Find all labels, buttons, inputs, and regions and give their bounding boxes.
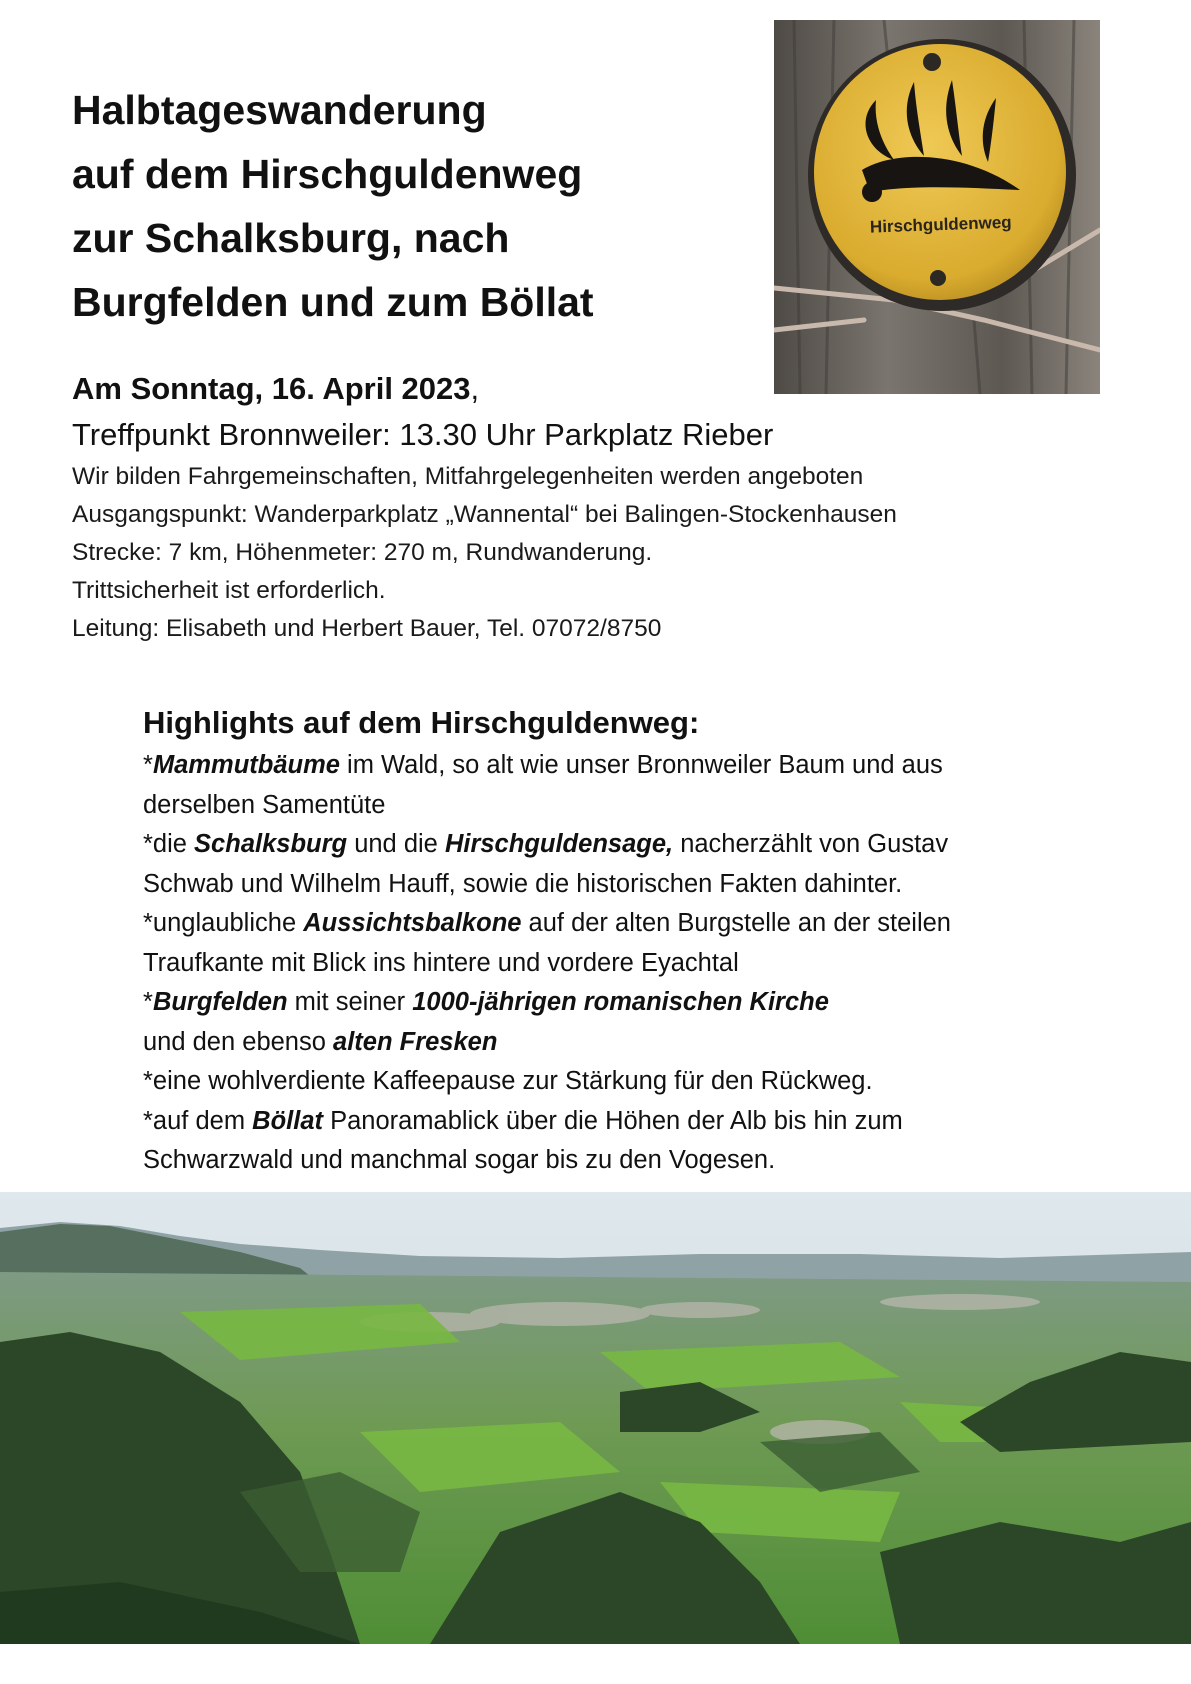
trail-sign-photo (774, 20, 1100, 394)
event-line-start: Ausgangspunkt: Wanderparkplatz „Wannental“ bei Balingen-Stockenhausen (72, 501, 897, 528)
event-line-leaders: Leitung: Elisabeth und Herbert Bauer, Tel. 07072/8750 (72, 615, 662, 642)
highlight-line: *eine wohlverdiente Kaffeepause zur Stärkung für den Rückweg. (143, 1067, 873, 1095)
event-line-safety: Trittsicherheit ist erforderlich. (72, 577, 386, 604)
highlight-line: *die Schalksburg und die Hirschguldensage, nacherzählt von Gustav (143, 830, 949, 858)
highlight-line: *auf dem Böllat Panoramablick über die Höhen der Alb bis hin zum (143, 1106, 903, 1135)
highlight-line: und den ebenso alten Fresken (143, 1027, 498, 1056)
page-title (72, 78, 712, 334)
highlights-section (143, 700, 1103, 1181)
highlight-line: *Mammutbäume im Wald, so alt wie unser Bronnweiler Baum und aus (143, 751, 943, 779)
highlight-line: *unglaubliche Aussichtsbalkone auf der alten Burgstelle an der steilen (143, 909, 951, 937)
event-date: Am Sonntag, 16. April 2023, (72, 371, 480, 406)
event-line-route: Strecke: 7 km, Höhenmeter: 270 m, Rundwanderung. (72, 539, 653, 566)
title-line-3: zur Schalksburg, nach (72, 215, 510, 261)
event-details (72, 366, 1162, 648)
title-line-2: auf dem Hirschguldenweg (72, 151, 583, 197)
trail-sign-label: Hirschguldenweg (869, 212, 1012, 237)
highlight-line: Schwarzwald und manchmal sogar bis zu den Vogesen. (143, 1146, 776, 1174)
highlights-title: Highlights auf dem Hirschguldenweg: (143, 705, 700, 740)
trail-sign-icon (808, 39, 1076, 311)
event-line-carpool: Wir bilden Fahrgemeinschaften, Mitfahrgelegenheiten werden angeboten (72, 463, 864, 490)
highlight-line: derselben Samentüte (143, 790, 386, 819)
highlight-line: Traufkante mit Blick ins hintere und vordere Eyachtal (143, 948, 739, 977)
meeting-point: Treffpunkt Bronnweiler: 13.30 Uhr Parkplatz Rieber (72, 417, 774, 452)
title-line-4: Burgfelden und zum Böllat (72, 279, 594, 325)
highlight-line: Schwab und Wilhelm Hauff, sowie die historischen Fakten dahinter. (143, 869, 903, 898)
landscape-photo (0, 1192, 1191, 1644)
title-line-1: Halbtageswanderung (72, 87, 487, 133)
highlight-line: *Burgfelden mit seiner 1000-jährigen romanischen Kirche (143, 988, 829, 1016)
